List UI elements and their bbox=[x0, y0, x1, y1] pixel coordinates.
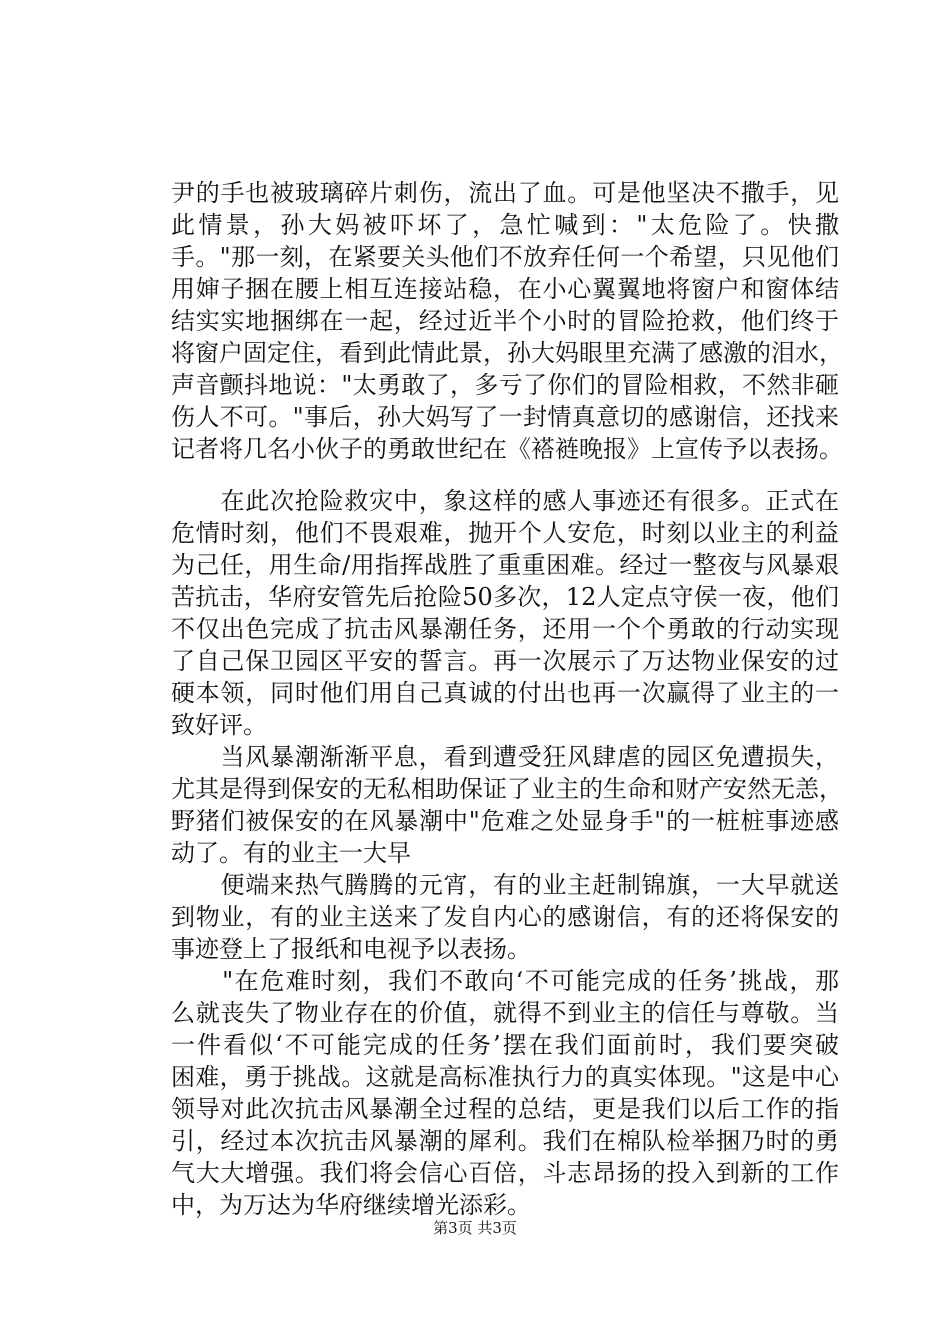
text-line: 手。"那一刻，在紧要关头他们不放弃任何一个希望，只见他们 bbox=[171, 243, 839, 271]
text-line: 尤其是得到保安的无私相助保证了业主的生命和财产安然无恙， bbox=[171, 775, 843, 803]
text-line: 动了。有的业主一大早 bbox=[171, 839, 411, 867]
page-footer bbox=[0, 1218, 950, 1238]
text-line: 此情景，孙大妈被吓坏了，急忙喊到："太危险了。快撒 bbox=[171, 211, 839, 239]
page-number-label: 第3页 共3页 bbox=[433, 1219, 517, 1237]
text-line: 用婶子捆在腰上相互连接站稳，在小心翼翼地将窗户和窗体结 bbox=[171, 275, 839, 303]
paragraph bbox=[171, 869, 839, 965]
text-line: 气大大增强。我们将会信心百倍，斗志昂扬的投入到新的工作 bbox=[171, 1159, 839, 1187]
text-line: 便端来热气腾腾的元宵，有的业主赶制锦旗，一大早就送 bbox=[171, 871, 839, 899]
text-line: 硬本领，同时他们用自己真诚的付出也再一次赢得了业主的一 bbox=[171, 679, 839, 707]
text-line: 野猪们被保安的在风暴潮中"危难之处显身手"的一桩桩事迹感 bbox=[171, 807, 839, 835]
text-line: 事迹登上了报纸和电视予以表扬。 bbox=[171, 935, 531, 963]
text-line: 么就丧失了物业存在的价值，就得不到业主的信任与尊敬。当 bbox=[171, 999, 839, 1027]
text-line: 声音颤抖地说："太勇敢了，多亏了你们的冒险相救，不然非砸 bbox=[171, 371, 839, 399]
paragraph bbox=[171, 177, 843, 465]
text-line: 了自己保卫园区平安的誓言。再一次展示了万达物业保安的过 bbox=[171, 647, 839, 675]
text-line: 为己任，用生命/用指挥战胜了重重困难。经过一整夜与风暴艰 bbox=[171, 551, 839, 579]
paragraph-spacer bbox=[171, 465, 839, 485]
text-line: 引，经过本次抗击风暴潮的犀利。我们在棉队检举捆乃时的勇 bbox=[171, 1127, 839, 1155]
paragraph bbox=[171, 741, 843, 869]
text-line: 伤人不可。"事后，孙大妈写了一封情真意切的感谢信，还找来 bbox=[171, 403, 839, 431]
text-line: "在危难时刻，我们不敢向‘不可能完成的任务’挑战，那 bbox=[171, 967, 839, 995]
text-line: 记者将几名小伙子的勇敢世纪在《褡裢晚报》上宣传予以表扬。 bbox=[171, 435, 843, 463]
text-line: 一件看似‘不可能完成的任务’摆在我们面前时，我们要突破 bbox=[171, 1031, 839, 1059]
text-line: 当风暴潮渐渐平息，看到遭受狂风肆虐的园区免遭损失， bbox=[171, 743, 839, 771]
text-line: 尹的手也被玻璃碎片刺伤，流出了血。可是他坚决不撒手，见 bbox=[171, 179, 839, 207]
paragraph bbox=[171, 485, 839, 741]
document-body bbox=[171, 177, 843, 1221]
text-line: 困难，勇于挑战。这就是高标准执行力的真实体现。"这是中心 bbox=[171, 1063, 839, 1091]
text-line: 中，为万达为华府继续增光添彩。 bbox=[171, 1191, 531, 1219]
text-line: 领导对此次抗击风暴潮全过程的总结，更是我们以后工作的指 bbox=[171, 1095, 839, 1123]
paragraph bbox=[171, 965, 839, 1221]
text-line: 危情时刻，他们不畏艰难，抛开个人安危，时刻以业主的利益 bbox=[171, 519, 839, 547]
text-line: 结实实地捆绑在一起，经过近半个小时的冒险抢救，他们终于 bbox=[171, 307, 839, 335]
text-line: 到物业，有的业主送来了发自内心的感谢信，有的还将保安的 bbox=[171, 903, 839, 931]
text-line: 苦抗击，华府安管先后抢险50多次，12人定点守侯一夜，他们 bbox=[171, 583, 839, 611]
text-line: 不仅出色完成了抗击风暴潮任务，还用一个个勇敢的行动实现 bbox=[171, 615, 839, 643]
text-line: 将窗户固定住，看到此情此景，孙大妈眼里充满了感激的泪水， bbox=[171, 339, 843, 367]
text-line: 在此次抢险救灾中，象这样的感人事迹还有很多。正式在 bbox=[171, 487, 839, 515]
text-line: 致好评。 bbox=[171, 711, 267, 739]
